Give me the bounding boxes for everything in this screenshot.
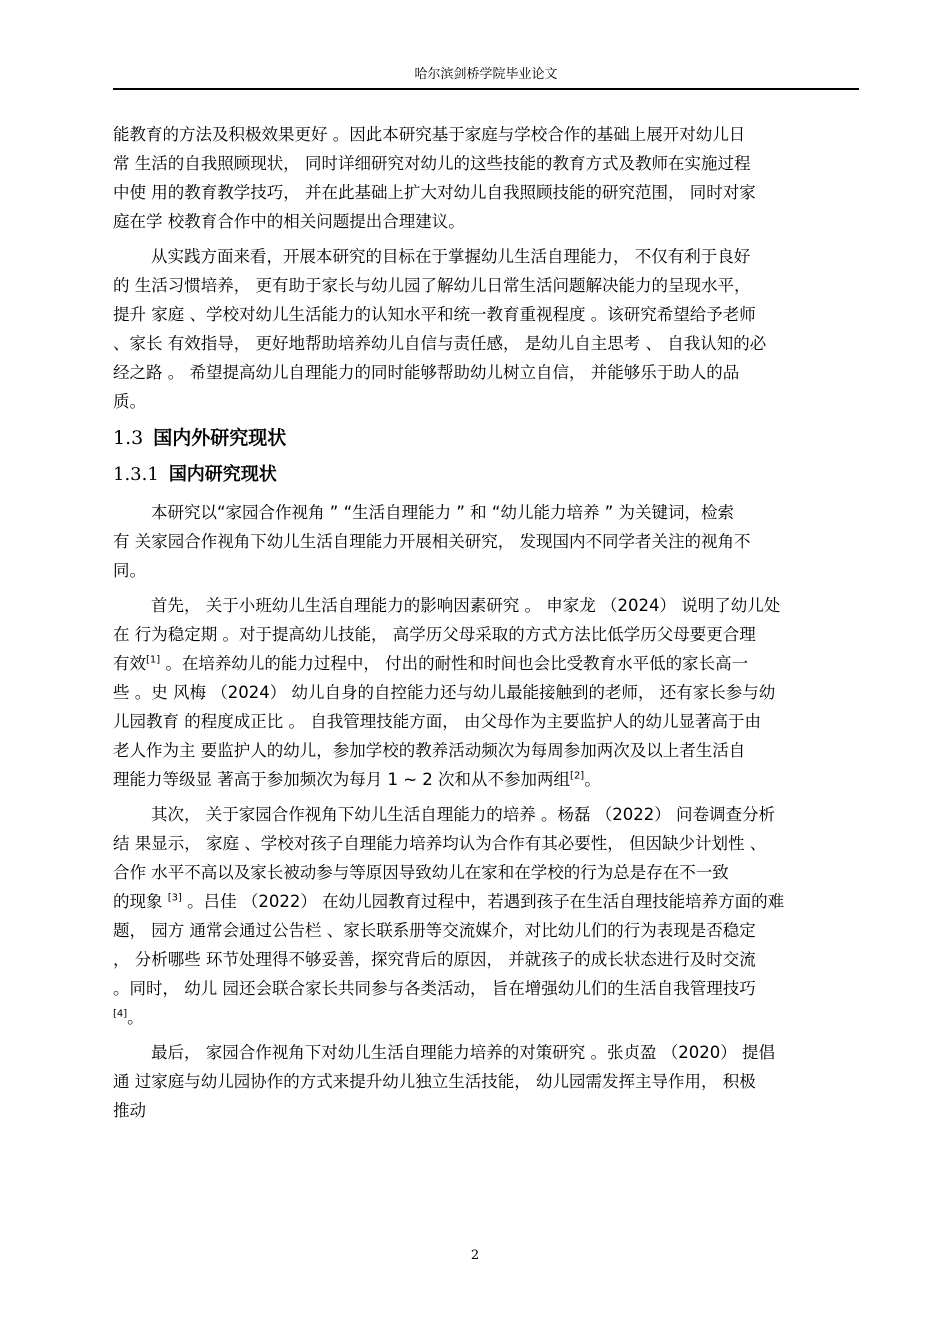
text-line: 中使 用的教育教学技巧， 并在此基础上扩大对幼儿自我照顾技能的研究范围， 同时对家	[113, 183, 756, 202]
text-line: 推动	[113, 1101, 146, 1120]
text-line: 结 果显示， 家庭 、学校对孩子自理能力培养均认为合作有其必要性， 但因缺少计划性 、	[113, 834, 767, 853]
text-line: 庭在学 校教育合作中的相关问题提出合理建议。	[113, 212, 465, 231]
text-fragment: 理能力等级显 著高于参加频次为每月 1 ~ 2 次和从不参加两组	[113, 770, 571, 789]
text-line: 的 生活习惯培养， 更有助于家长与幼儿园了解幼儿日常生活问题解决能力的呈现水平，	[113, 276, 751, 295]
text-line: 在 行为稳定期 。对于提高幼儿技能， 高学历父母采取的方式方法比低学历父母要更合理	[113, 625, 756, 644]
text-line: 儿园教育 的程度成正比 。 自我管理技能方面， 由父母作为主要监护人的幼儿显著高于由	[113, 712, 761, 731]
text-fragment: 有效	[113, 654, 146, 673]
text-line	[113, 649, 861, 678]
paragraph	[113, 498, 861, 585]
text-line	[113, 765, 861, 794]
text-line: 质。	[113, 392, 146, 411]
text-fragment: 。	[127, 1008, 144, 1027]
section-heading	[113, 422, 861, 454]
running-header: 哈尔滨剑桥学院毕业论文	[113, 62, 859, 90]
text-fragment: 。在培养幼儿的能力过程中， 付出的耐性和时间也会比受教育水平低的家长高一	[160, 654, 749, 673]
text-line: 同。	[113, 561, 146, 580]
citation-ref: [3]	[167, 892, 182, 904]
text-line: 。同时， 幼儿 园还会联合家长共同参与各类活动， 旨在增强幼儿们的生活自我管理技巧	[113, 979, 756, 998]
citation-ref: [1]	[146, 654, 161, 666]
text-line: 其次， 关于家园合作视角下幼儿生活自理能力的培养 。杨磊 （2022） 问卷调查分析	[151, 805, 775, 824]
subsection-title: 国内研究现状	[168, 464, 277, 485]
paragraph	[113, 591, 861, 794]
text-line: 经之路 。 希望提高幼儿自理能力的同时能够帮助幼儿树立自信， 并能够乐于助人的品	[113, 363, 740, 382]
text-line	[113, 1003, 861, 1032]
text-line: 提升 家庭 、学校对幼儿生活能力的认知水平和统一教育重视程度 。该研究希望给予老师	[113, 305, 756, 324]
text-line: 能教育的方法及积极效果更好 。因此本研究基于家庭与学校合作的基础上展开对幼儿日	[113, 125, 746, 144]
citation-ref: [4]	[113, 1008, 128, 1020]
text-line: 老人作为主 要监护人的幼儿，参加学校的教养活动频次为每周参加两次及以上者生活自	[113, 741, 746, 760]
body-content	[113, 120, 861, 1131]
text-line: 些 。史 风梅 （2024） 幼儿自身的自控能力还与幼儿最能接触到的老师， 还有家长参与幼	[113, 683, 776, 702]
text-line: 首先， 关于小班幼儿生活自理能力的影响因素研究 。 申家龙 （2024） 说明了幼儿处	[151, 596, 781, 615]
paragraph	[113, 800, 861, 1032]
text-line: 题， 园方 通常会通过公告栏 、家长联系册等交流媒介，对比幼儿们的行为表现是否稳定	[113, 921, 756, 940]
text-line: 合作 水平不高以及家长被动参与等原因导致幼儿在家和在学校的行为总是存在不一致	[113, 863, 729, 882]
text-line: 通 过家庭与幼儿园协作的方式来提升幼儿独立生活技能， 幼儿园需发挥主导作用， 积极	[113, 1072, 756, 1091]
paragraph	[113, 242, 861, 416]
text-fragment: 的现象	[113, 892, 168, 911]
text-fragment: 。	[584, 770, 601, 789]
text-fragment: 。吕佳 （2022） 在幼儿园教育过程中，若遇到孩子在生活自理技能培养方面的难	[181, 892, 785, 911]
subsection-heading	[113, 458, 861, 492]
section-number: 1.3	[113, 427, 144, 449]
text-line: 最后， 家园合作视角下对幼儿生活自理能力培养的对策研究 。张贞盈 （2020） 提倡	[151, 1043, 775, 1062]
paragraph	[113, 120, 861, 236]
text-line: 常 生活的自我照顾现状， 同时详细研究对幼儿的这些技能的教育方式及教师在实施过程	[113, 154, 751, 173]
text-line: ， 分析哪些 环节处理得不够妥善，探究背后的原因， 并就孩子的成长状态进行及时交流	[113, 950, 756, 969]
paragraph	[113, 1038, 861, 1125]
page-number: 2	[470, 1248, 480, 1263]
text-line: 从实践方面来看，开展本研究的目标在于掌握幼儿生活自理能力， 不仅有利于良好	[151, 247, 751, 266]
subsection-number: 1.3.1	[113, 464, 159, 485]
text-line	[113, 887, 861, 916]
section-title: 国内外研究现状	[153, 427, 287, 449]
citation-ref: [2]	[570, 770, 585, 782]
text-line: 本研究以“家园合作视角 ” “生活自理能力 ” 和 “幼儿能力培养 ” 为关键词，检索	[151, 503, 735, 522]
text-line: 有 关家园合作视角下幼儿生活自理能力开展相关研究， 发现国内不同学者关注的视角不	[113, 532, 751, 551]
text-line: 、家长 有效指导， 更好地帮助培养幼儿自信与责任感， 是幼儿自主思考 、 自我认知的必	[113, 334, 767, 353]
